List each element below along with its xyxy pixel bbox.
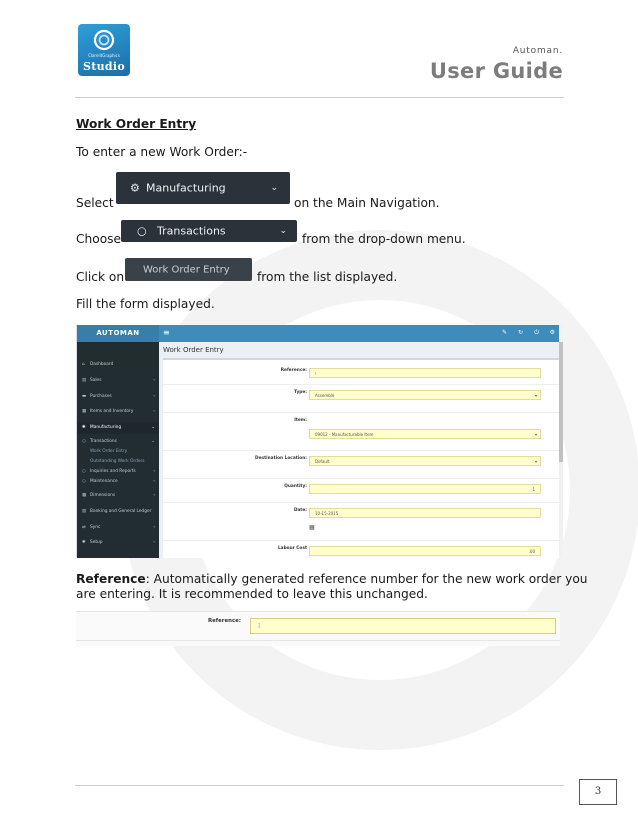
app-screenshot (76, 325, 563, 558)
logo-brand-text: ClarelitGraphics (88, 53, 120, 58)
sidebar-chevron-icon: ‹ (153, 493, 155, 498)
work-order-form (163, 358, 559, 558)
sidebar-item[interactable] (77, 391, 159, 403)
sidebar-item[interactable] (77, 537, 159, 549)
sidebar-chevron-icon: ‹ (153, 540, 155, 545)
footer-divider (75, 785, 564, 786)
sidebar-item-icon: ✱ (82, 425, 86, 430)
work-order-entry-chip (125, 258, 252, 281)
form-field-value: 1 (532, 487, 535, 492)
manufacturing-chip-label: Manufacturing (146, 181, 226, 195)
sidebar-item-label: Outstanding Work Orders (90, 459, 145, 464)
form-select[interactable] (309, 390, 541, 400)
chevron-down-icon: ⌄ (270, 183, 278, 193)
sidebar-item-icon: ▦ (82, 493, 87, 498)
form-field-label: Labour Cost (277, 546, 307, 551)
form-field-label: Type: (294, 390, 307, 395)
step-choose-prefix: Choose (76, 232, 121, 246)
settings-icon: ⚙ (549, 329, 555, 336)
sidebar-item-label: Dashboard (90, 362, 114, 367)
form-field-label: Destination Location: (255, 456, 307, 461)
header-divider (75, 97, 564, 98)
sidebar-item-icon: ○ (82, 469, 86, 474)
sidebar-item-label: Inquiries and Reports (90, 469, 136, 474)
dropdown-arrow-icon: ▾ (534, 432, 537, 437)
sidebar-item-label: Dimensions (90, 493, 116, 498)
app-page-title: Work Order Entry (163, 346, 224, 354)
header-subtitle: Automan. (512, 46, 563, 56)
transactions-nav-chip (121, 220, 297, 242)
cloud-logo-icon (92, 29, 116, 51)
step-choose-suffix: from the drop-down menu. (302, 232, 466, 246)
sidebar-chevron-icon: ‹ (153, 525, 155, 530)
form-field-value: .00 (528, 549, 535, 554)
reference-field-screenshot (76, 611, 560, 646)
form-row (163, 362, 559, 385)
sidebar-chevron-icon: ⌄ (151, 425, 155, 430)
sidebar-item[interactable] (77, 522, 159, 534)
work-order-entry-chip-label: Work Order Entry (143, 264, 230, 275)
text-cursor-icon: ⁞ (315, 371, 317, 376)
step-select-prefix: Select (76, 196, 114, 210)
sidebar-item-icon: ▤ (82, 378, 87, 383)
circle-icon: ○ (137, 224, 147, 238)
step-select-suffix: on the Main Navigation. (294, 196, 440, 210)
sidebar-item-label: Transactions (90, 439, 117, 444)
sidebar-item-icon: ✱ (82, 540, 86, 545)
form-field-value: 10-15-2015 (315, 511, 339, 516)
sidebar-chevron-icon: ⌄ (151, 439, 155, 444)
app-sidebar (77, 325, 159, 558)
sidebar-item-label: Setup (90, 540, 103, 545)
form-field-value: 09012 - Manufacturable Item (315, 432, 374, 437)
section-heading: Work Order Entry (76, 117, 197, 131)
sidebar-item-label: Work Order Entry (90, 449, 128, 454)
page-number: 3 (579, 779, 617, 805)
reference-description-line1 (76, 572, 588, 586)
sidebar-item-icon: ⌂ (82, 362, 85, 367)
form-row (163, 502, 559, 541)
sidebar-chevron-icon: ‹ (153, 469, 155, 474)
sidebar-item[interactable] (77, 506, 159, 518)
form-row (163, 384, 559, 413)
reference-description-text: : Automatically generated reference number for the new work order you (145, 572, 588, 586)
sidebar-chevron-icon: ‹ (153, 394, 155, 399)
text-cursor-icon: ⁞ (258, 622, 261, 630)
sidebar-item-icon: ⇄ (82, 525, 86, 530)
gears-icon: ⚙ (130, 181, 140, 195)
sidebar-item[interactable] (77, 375, 159, 387)
sidebar-item[interactable] (77, 422, 159, 434)
sidebar-item-label: Purchases (90, 394, 112, 399)
sidebar-item-label: Items and Inventory (90, 409, 134, 414)
menu-toggle-icon: ≡ (163, 328, 170, 337)
sidebar-item[interactable] (77, 406, 159, 418)
sidebar-item-icon: ▬ (82, 394, 87, 399)
calendar-icon[interactable]: ▦ (309, 524, 315, 531)
form-field-label: Quantity: (284, 484, 307, 489)
sidebar-item-icon: ○ (82, 439, 86, 444)
transactions-chip-label: Transactions (157, 224, 226, 238)
form-row (163, 412, 559, 451)
sidebar-chevron-icon: ‹ (153, 409, 155, 414)
sidebar-item-icon: ○ (82, 479, 86, 484)
reference-description-line2: are entering. It is recommended to leave this unchanged. (76, 587, 428, 601)
sidebar-chevron-icon: ‹ (153, 479, 155, 484)
chevron-down-icon: ⌄ (279, 226, 287, 236)
form-row (163, 450, 559, 479)
sidebar-item-icon: ▤ (82, 509, 87, 514)
form-field-label: Item: (294, 418, 307, 423)
form-row (163, 540, 559, 558)
reference-strip-divider (76, 640, 560, 641)
form-field-value: Assemble (315, 393, 335, 398)
form-select[interactable] (309, 429, 541, 439)
sidebar-item-label: Sales (90, 378, 102, 383)
sidebar-item-label: Banking and General Ledger (90, 509, 152, 514)
form-field-label: Reference: (280, 368, 307, 373)
sidebar-item[interactable] (77, 490, 159, 502)
step-fill-text: Fill the form displayed. (76, 297, 215, 311)
intro-text: To enter a new Work Order:- (76, 145, 248, 159)
form-row (163, 478, 559, 503)
sidebar-item-label: Sync (90, 525, 101, 530)
sidebar-item[interactable] (77, 476, 159, 488)
manufacturing-nav-chip (116, 172, 290, 204)
reference-strip-label: Reference: (208, 618, 241, 624)
sidebar-item-label: Manufacturing (90, 425, 122, 430)
dropdown-arrow-icon: ▾ (534, 393, 537, 398)
app-brand: AUTOMAN (77, 325, 159, 342)
form-input[interactable] (309, 484, 541, 494)
form-select[interactable] (309, 456, 541, 466)
form-input[interactable] (309, 546, 541, 556)
company-logo (78, 24, 130, 76)
sidebar-item-icon: ▦ (82, 409, 87, 414)
app-scrollbar (559, 325, 563, 558)
sidebar-item-label: Maintenance (90, 479, 118, 484)
sync-icon: ↻ (517, 329, 523, 336)
wrench-icon: ✎ (501, 329, 507, 336)
form-input[interactable] (309, 508, 541, 518)
dropdown-arrow-icon: ▾ (534, 459, 537, 464)
sidebar-item[interactable] (77, 359, 159, 371)
step-click-suffix: from the list displayed. (257, 270, 398, 284)
reference-strip-input (250, 618, 556, 634)
power-icon: ⏻ (534, 329, 539, 336)
step-click-prefix: Click on (76, 270, 125, 284)
header-title: User Guide (429, 59, 563, 83)
app-topbar (159, 325, 563, 342)
reference-term: Reference (76, 572, 146, 586)
logo-wordmark: Studio (82, 60, 126, 73)
form-input[interactable] (309, 368, 541, 378)
form-field-label: Date: (293, 508, 307, 513)
form-field-value: Default (315, 459, 330, 464)
sidebar-chevron-icon: ‹ (153, 378, 155, 383)
